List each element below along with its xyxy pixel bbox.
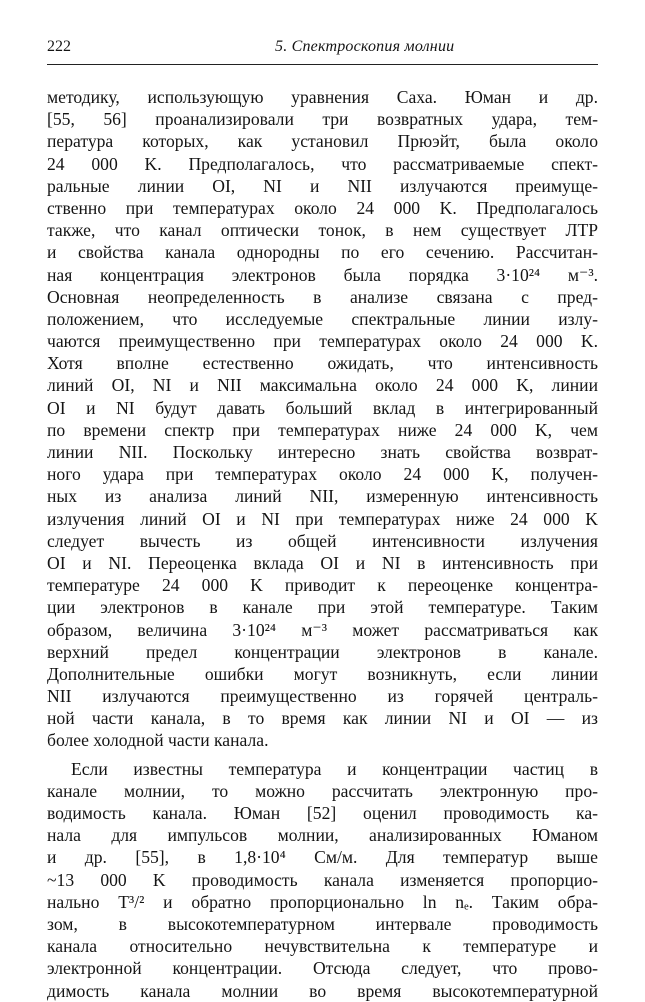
text-line: чаются преимущественно при температурах около 24 000 K. [47,331,598,352]
text-line: водимость канала. Юман [52] оценил проводимость ка- [47,803,598,823]
text-line: Если известны температура и концентрации частиц в [71,758,598,779]
text-line: OI и NI. Переоценка вклада OI и NI в интенсивность при [47,552,598,573]
text-line: Дополнительные ошибки могут возникнуть, если линии [47,663,598,684]
text-line: Основная неопределенность в анализе связана с пред- [47,286,598,307]
text-line: линий OI, NI и NII максимальна около 24 000 K, линии [47,375,598,396]
paragraph-2 [47,758,598,1002]
text-line: ная концентрация электронов была порядка 3·10²⁴ м⁻³. [47,264,598,285]
text-line: канале молнии, то можно рассчитать электронную про- [47,780,598,801]
text-line: 24 000 K. Предполагалось, что рассматриваемые спект- [47,153,598,174]
text-line: ~13 000 K проводимость канала изменяется пропорцио- [47,869,598,890]
text-line: ной части канала, в то время как линии NI и OI — из [47,708,598,729]
text-line: димость канала молнии во время высокотемпературной [47,980,598,1001]
text-line: и др. [55], в 1,8·10⁴ См/м. Для температур выше [47,847,598,868]
text-line: методику, использующую уравнения Саха. Юман и др. [47,87,598,107]
text-line: [55, 56] проанализировали три возвратных удара, тем- [47,109,598,130]
text-line: ного удара при температурах около 24 000 K, получен- [47,464,598,485]
text-line: более холодной части канала. [47,730,269,751]
text-line: нально T³/² и обратно пропорционально ln nₑ. Таким обра- [47,891,598,912]
text-line: также, что канал оптически тонок, в нем существует ЛТР [47,220,598,241]
running-title: 5. Спектроскопия молнии [275,38,455,55]
text-line: ственно при температурах около 24 000 K. Предполагалось [47,197,598,218]
text-line: температуре 24 000 K приводит к переоценке концентра- [47,575,598,596]
text-line: по времени спектр при температурах ниже 24 000 K, чем [47,419,598,440]
text-line: линии NII. Поскольку интересно знать свойства возврат- [47,442,598,462]
text-line: образом, величина 3·10²⁴ м⁻³ может рассматриваться как [47,619,598,640]
text-line: ральные линии OI, NI и NII излучаются преимуще- [47,175,598,196]
text-line: ции электронов в канале при этой температуре. Таким [47,597,598,618]
text-line: пература которых, как установил Прюэйт, была около [47,131,598,152]
text-line: и свойства канала однородны по его сечению. Рассчитан- [47,242,598,263]
body-text [47,86,598,1002]
text-line: канала относительно нечувствительна к температуре и [47,936,598,957]
page-number: 222 [47,38,71,55]
text-line: электронной концентрации. Отсюда следует, что прово- [47,958,598,979]
text-line: верхний предел концентрации электронов в канале. [47,641,598,662]
text-line: NII излучаются преимущественно из горячей централь- [47,686,598,707]
text-line: зом, в высокотемпературном интервале проводимость [47,913,598,934]
page-header [47,38,598,65]
text-line: следует вычесть из общей интенсивности излучения [47,530,598,551]
paragraph-1 [47,86,598,752]
text-line: Хотя вполне естественно ожидать, что интенсивность [47,353,598,374]
text-line: ных из анализа линий NII, измеренную интенсивность [47,486,598,507]
text-line: OI и NI будут давать больший вклад в интегрированный [47,397,598,418]
text-line: нала для импульсов молнии, анализированных Юманом [47,825,598,846]
text-line: положением, что исследуемые спектральные линии излу- [47,308,598,329]
text-line: излучения линий OI и NI при температурах ниже 24 000 K [47,508,598,529]
